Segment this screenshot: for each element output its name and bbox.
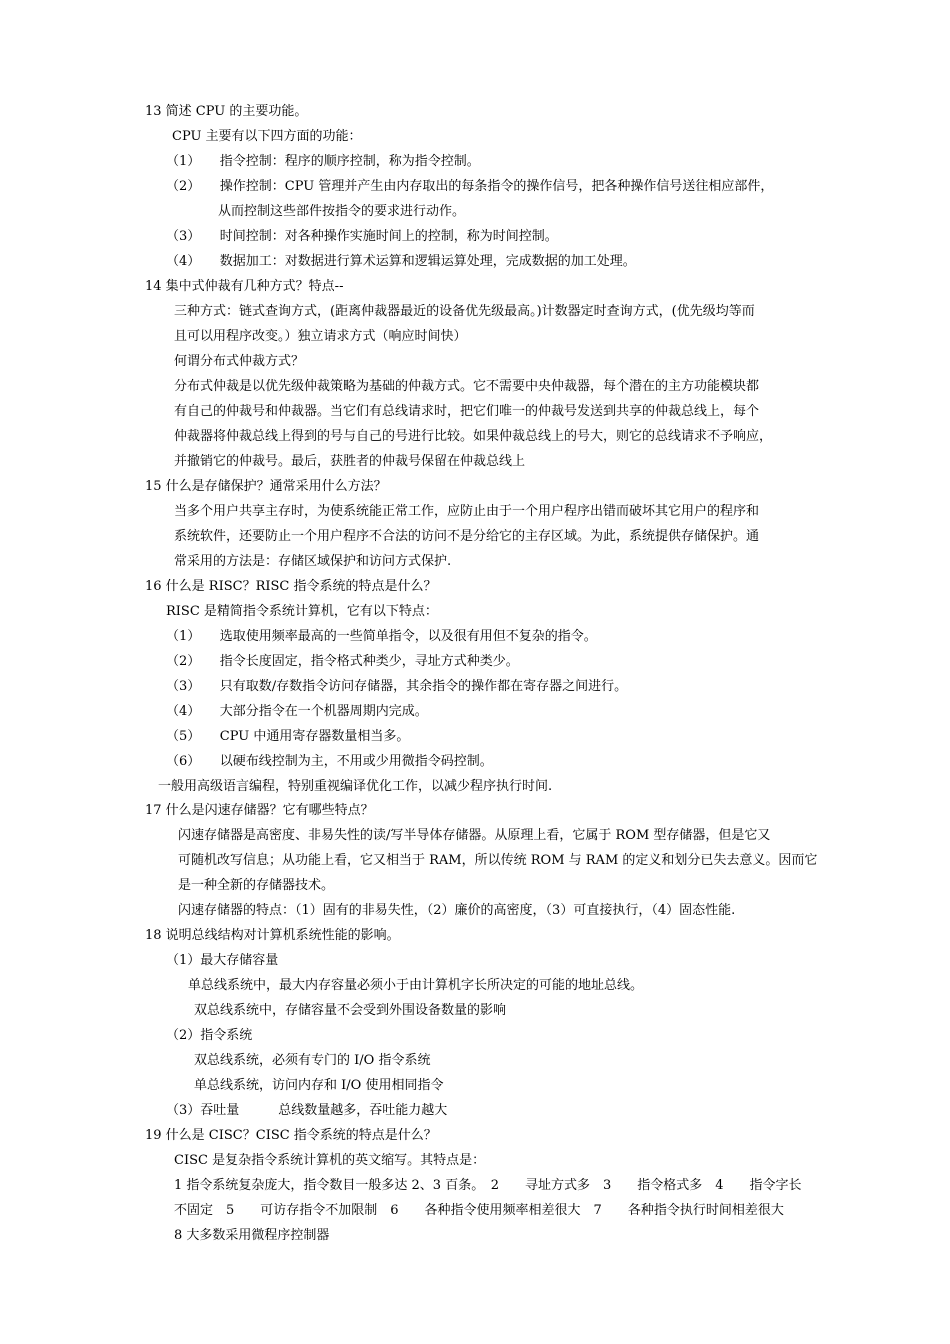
q16-note: 一般用高级语言编程，特别重视编译优化工作，以减少程序执行时间. bbox=[158, 779, 553, 794]
q13-intro: CPU 主要有以下四方面的功能： bbox=[172, 129, 362, 144]
q19-intro: CISC 是复杂指令系统计算机的英文缩写。其特点是： bbox=[174, 1153, 486, 1168]
q18-sub-1-line-2: 双总线系统中，存储容量不会受到外围设备数量的影响 bbox=[194, 1003, 507, 1018]
q13-item-1: （1） 指令控制：程序的顺序控制，称为指令控制。 bbox=[166, 154, 480, 169]
q14-subquestion: 何谓分布式仲裁方式？ bbox=[174, 354, 305, 369]
q13-item-2-cont: 从而控制这些部件按指令的要求进行动作。 bbox=[218, 204, 466, 219]
q18-sub-2-line-2: 单总线系统，访问内存和 I/O 使用相同指令 bbox=[194, 1078, 444, 1093]
question-14-heading: 14 集中式仲裁有几种方式？特点-- bbox=[145, 279, 344, 294]
q15-para-line-3: 常采用的方法是：存储区域保护和访问方式保护. bbox=[174, 554, 452, 569]
q19-features-line-2: 不固定 5 可访存指令不加限制 6 各种指令使用频率相差很大 7 各种指令执行时间相差很大 bbox=[174, 1203, 784, 1218]
q17-features: 闪速存储器的特点：（1）固有的非易失性，（2）廉价的高密度，（3）可直接执行，（4）固态性能. bbox=[178, 903, 736, 918]
question-18-heading: 18 说明总线结构对计算机系统性能的影响。 bbox=[145, 928, 400, 943]
q18-sub-1: （1）最大存储容量 bbox=[166, 953, 279, 968]
q16-item-6: （6） 以硬布线控制为主，不用或少用微指令码控制。 bbox=[166, 754, 493, 769]
q14-para-2-line-4: 并撤销它的仲裁号。最后，获胜者的仲裁号保留在仲裁总线上 bbox=[174, 454, 526, 469]
q14-para-1-cont: 且可以用程序改变。）独立请求方式（响应时间快） bbox=[174, 329, 467, 344]
q16-intro: RISC 是精简指令系统计算机，它有以下特点： bbox=[166, 604, 438, 619]
q15-para-line-2: 系统软件，还要防止一个用户程序不合法的访问不是分给它的主存区域。为此，系统提供存储保护。通 bbox=[174, 529, 760, 544]
q16-item-1: （1） 选取使用频率最高的一些简单指令，以及很有用但不复杂的指令。 bbox=[166, 629, 597, 644]
q16-item-2: （2） 指令长度固定，指令格式种类少，寻址方式种类少。 bbox=[166, 654, 519, 669]
q16-item-3: （3） 只有取数/存数指令访问存储器，其余指令的操作都在寄存器之间进行。 bbox=[166, 679, 628, 694]
q18-sub-1-line-1: 单总线系统中，最大内存容量必须小于由计算机字长所决定的可能的地址总线。 bbox=[188, 978, 644, 993]
q14-para-1: 三种方式：链式查询方式，(距离仲裁器最近的设备优先级最高。)计数器定时查询方式，(优先级均等而 bbox=[174, 304, 755, 319]
q18-sub-3: （3）吞吐量 总线数量越多，吞吐能力越大 bbox=[166, 1103, 448, 1118]
q16-item-4: （4） 大部分指令在一个机器周期内完成。 bbox=[166, 704, 428, 719]
q17-para-line-2: 可随机改写信息；从功能上看，它又相当于 RAM，所以传统 ROM 与 RAM 的定义和划分已失去意义。因而它 bbox=[178, 853, 818, 868]
q15-para-line-1: 当多个用户共享主存时，为使系统能正常工作，应防止由于一个用户程序出错而破坏其它用户的程序和 bbox=[174, 504, 760, 519]
question-17-heading: 17 什么是闪速存储器？它有哪些特点？ bbox=[145, 803, 374, 818]
question-15-heading: 15 什么是存储保护？通常采用什么方法？ bbox=[145, 479, 387, 494]
q14-para-2-line-1: 分布式仲裁是以优先级仲裁策略为基础的仲裁方式。它不需要中央仲裁器，每个潜在的主方功能模块都 bbox=[174, 379, 760, 394]
q16-item-5: （5） CPU 中通用寄存器数量相当多。 bbox=[166, 729, 410, 744]
q19-features-line-1: 1 指令系统复杂庞大，指令数目一般多达 2、3 百条。 2 寻址方式多 3 指令格式多 4 指令字长 bbox=[174, 1178, 802, 1193]
q18-sub-2-line-1: 双总线系统，必须有专门的 I/O 指令系统 bbox=[194, 1053, 431, 1068]
q14-para-2-line-3: 仲裁器将仲裁总线上得到的号与自己的号进行比较。如果仲裁总线上的号大，则它的总线请求不予响应， bbox=[174, 429, 773, 444]
question-19-heading: 19 什么是 CISC？CISC 指令系统的特点是什么？ bbox=[145, 1128, 437, 1143]
question-13-heading: 13 简述 CPU 的主要功能。 bbox=[145, 104, 308, 119]
q13-item-2: （2） 操作控制：CPU 管理并产生由内存取出的每条指令的操作信号，把各种操作信号送往相应部件， bbox=[166, 179, 774, 194]
q13-item-4: （4） 数据加工：对数据进行算术运算和逻辑运算处理，完成数据的加工处理。 bbox=[166, 254, 636, 269]
q17-para-line-1: 闪速存储器是高密度、非易失性的读/写半导体存储器。从原理上看，它属于 ROM 型存储器，但是它又 bbox=[178, 828, 771, 843]
question-16-heading: 16 什么是 RISC？RISC 指令系统的特点是什么？ bbox=[145, 579, 437, 594]
q19-features-line-3: 8 大多数采用微程序控制器 bbox=[174, 1228, 330, 1243]
q18-sub-2: （2）指令系统 bbox=[166, 1028, 253, 1043]
q14-para-2-line-2: 有自己的仲裁号和仲裁器。当它们有总线请求时，把它们唯一的仲裁号发送到共享的仲裁总线上，每个 bbox=[174, 404, 760, 419]
q17-para-line-3: 是一种全新的存储器技术。 bbox=[178, 878, 335, 893]
q13-item-3: （3） 时间控制：对各种操作实施时间上的控制，称为时间控制。 bbox=[166, 229, 558, 244]
